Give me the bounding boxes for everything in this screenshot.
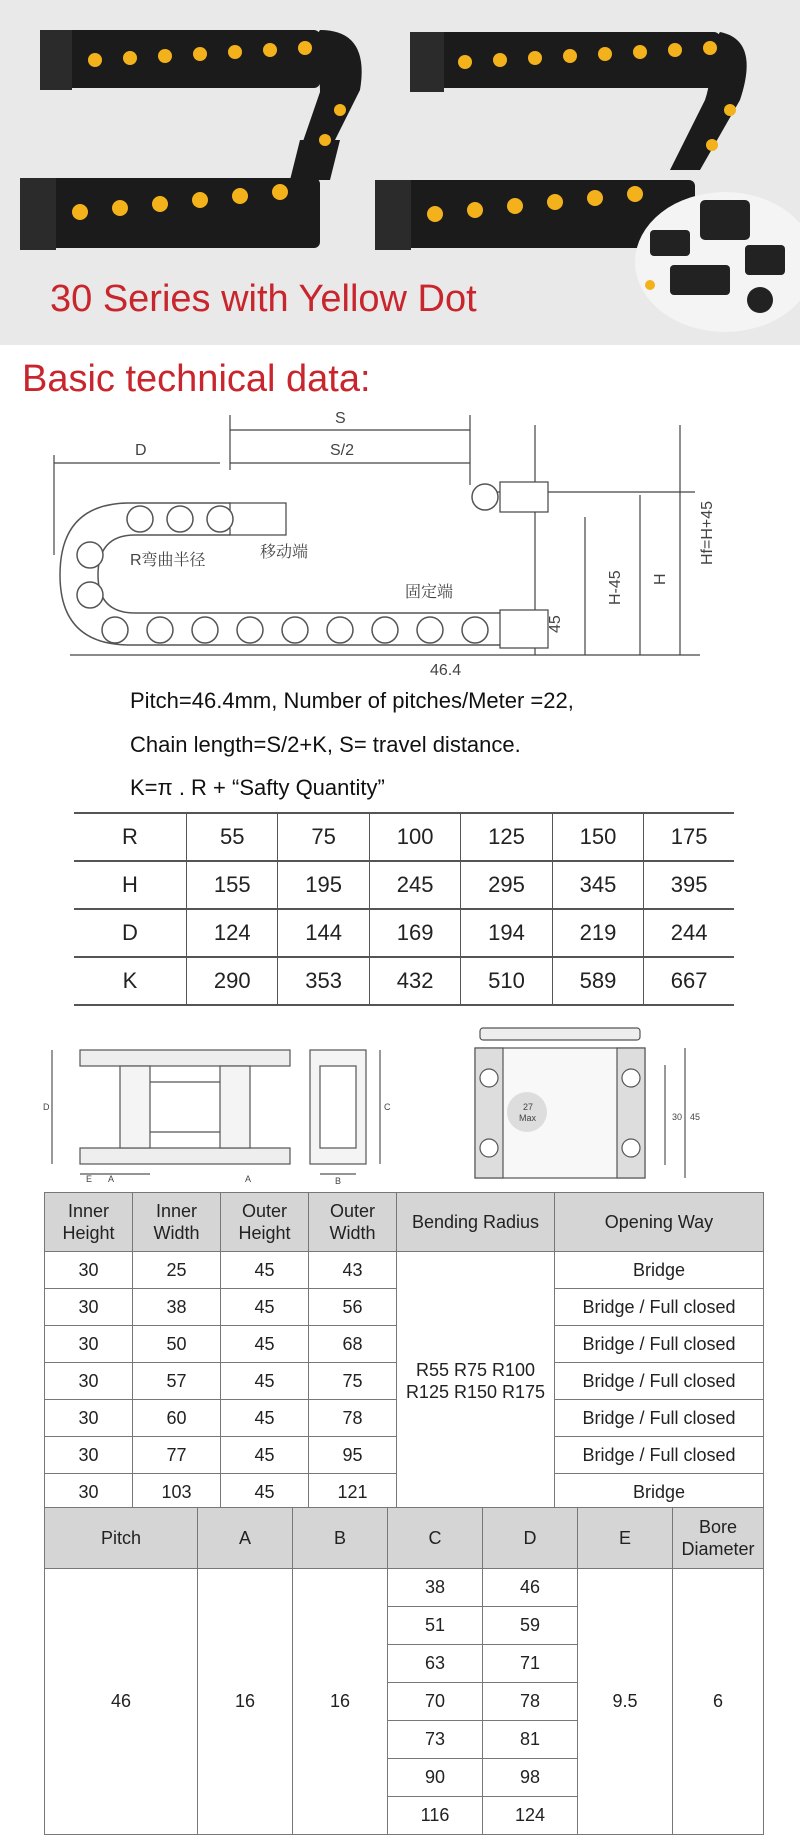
cell: 194 (461, 909, 552, 957)
row-label: H (74, 861, 187, 909)
label-fixed-end: 固定端 (405, 584, 454, 601)
cell: 45 (221, 1474, 309, 1511)
cell: 45 (221, 1252, 309, 1289)
cell: Bridge / Full closed (555, 1326, 764, 1363)
label-b: B (335, 1176, 342, 1185)
cell: 60 (133, 1400, 221, 1437)
cell: 353 (278, 957, 369, 1005)
header-inner-height: Inner Height (45, 1193, 133, 1252)
label-max: Max (519, 1113, 537, 1123)
b-cell: 16 (293, 1569, 388, 1835)
row-label: R (74, 813, 187, 861)
label-30: 30 (672, 1112, 683, 1122)
d-cell: 46 (483, 1569, 578, 1607)
note-chain-length: Chain length=S/2+K, S= travel distance. (130, 732, 521, 757)
label-hf: Hf=H+45 (699, 500, 716, 565)
label-max-num: 27 (523, 1102, 534, 1112)
cell: 68 (309, 1326, 397, 1363)
cell: 169 (369, 909, 460, 957)
header-inner-width: Inner Width (133, 1193, 221, 1252)
d-cell: 59 (483, 1607, 578, 1645)
cell: 195 (278, 861, 369, 909)
label-c: C (384, 1102, 391, 1112)
table-header-row (45, 1508, 764, 1569)
cell: 290 (187, 957, 278, 1005)
cell: 432 (369, 957, 460, 1005)
header-a: A (198, 1508, 293, 1569)
cell: 667 (644, 957, 734, 1005)
d-cell: 71 (483, 1645, 578, 1683)
cell: 56 (309, 1289, 397, 1326)
label-h: H (652, 573, 669, 585)
cell: 38 (133, 1289, 221, 1326)
note-pitch: Pitch=46.4mm, Number of pitches/Meter =22, (130, 688, 574, 713)
header-e: E (578, 1508, 673, 1569)
cell: Bridge / Full closed (555, 1400, 764, 1437)
c-cell: 90 (388, 1759, 483, 1797)
cell: 50 (133, 1326, 221, 1363)
label-a2: A (245, 1174, 252, 1184)
table-row (45, 1252, 764, 1289)
section-title: Basic technical data: (22, 358, 371, 400)
label-h45: H-45 (607, 570, 624, 605)
header-opening-way: Opening Way (555, 1193, 764, 1252)
cell: Bridge / Full closed (555, 1437, 764, 1474)
cell: 45 (221, 1363, 309, 1400)
label-radius: R弯曲半径 (130, 552, 206, 569)
cell: 30 (45, 1252, 133, 1289)
header-b: B (293, 1508, 388, 1569)
table-row (45, 1569, 764, 1607)
cell: 77 (133, 1437, 221, 1474)
row-label: K (74, 957, 187, 1005)
header-pitch: Pitch (45, 1508, 198, 1569)
d-cell: 98 (483, 1759, 578, 1797)
cell: Bridge / Full closed (555, 1289, 764, 1326)
label-pitch: 46.4 (430, 662, 462, 679)
cell: 45 (221, 1326, 309, 1363)
bore-cell: 6 (673, 1569, 764, 1835)
size-table (44, 1192, 764, 1511)
cell: 103 (133, 1474, 221, 1511)
cell: 55 (187, 813, 278, 861)
bending-radius-cell: R55 R75 R100 R125 R150 R175 (397, 1252, 555, 1511)
cell: 245 (369, 861, 460, 909)
header-c: C (388, 1508, 483, 1569)
spec-table (74, 812, 734, 1006)
cell: 121 (309, 1474, 397, 1511)
c-cell: 116 (388, 1797, 483, 1835)
cell: 510 (461, 957, 552, 1005)
c-cell: 70 (388, 1683, 483, 1721)
table-row (74, 909, 734, 957)
cell: 30 (45, 1363, 133, 1400)
cell: 43 (309, 1252, 397, 1289)
cell: 45 (221, 1400, 309, 1437)
label-s: S (335, 410, 346, 427)
header-d: D (483, 1508, 578, 1569)
cell: 25 (133, 1252, 221, 1289)
bracket-table (44, 1507, 764, 1835)
label-45: 45 (690, 1112, 701, 1122)
cell: 219 (552, 909, 643, 957)
d-cell: 81 (483, 1721, 578, 1759)
cell: Bridge / Full closed (555, 1363, 764, 1400)
cell: 45 (221, 1437, 309, 1474)
header-bending-radius: Bending Radius (397, 1193, 555, 1252)
cell: 395 (644, 861, 734, 909)
cell: 345 (552, 861, 643, 909)
hero-image (0, 0, 800, 345)
cell: 125 (461, 813, 552, 861)
c-cell: 38 (388, 1569, 483, 1607)
label-45: 45 (547, 615, 564, 633)
header-outer-width: Outer Width (309, 1193, 397, 1252)
cell: 175 (644, 813, 734, 861)
hero-caption: 30 Series with Yellow Dot (50, 278, 477, 320)
chain-dimension-diagram (40, 405, 740, 685)
d-cell: 124 (483, 1797, 578, 1835)
cell: 30 (45, 1326, 133, 1363)
table-row (74, 813, 734, 861)
cell: 124 (187, 909, 278, 957)
cell: 30 (45, 1400, 133, 1437)
cell: 75 (309, 1363, 397, 1400)
cell: 95 (309, 1437, 397, 1474)
note-k-formula: K=π . R + “Safty Quantity” (130, 775, 385, 800)
cell: 30 (45, 1474, 133, 1511)
cell: 295 (461, 861, 552, 909)
label-d: D (135, 442, 147, 459)
e-cell: 9.5 (578, 1569, 673, 1835)
a-cell: 16 (198, 1569, 293, 1835)
label-d: D (43, 1102, 50, 1112)
cell: 75 (278, 813, 369, 861)
cell: Bridge (555, 1252, 764, 1289)
header-bore-diameter: Bore Diameter (673, 1508, 764, 1569)
row-label: D (74, 909, 187, 957)
table-row (74, 957, 734, 1005)
cell: 78 (309, 1400, 397, 1437)
cell: 150 (552, 813, 643, 861)
cell: 100 (369, 813, 460, 861)
cell: 244 (644, 909, 734, 957)
d-cell: 78 (483, 1683, 578, 1721)
link-dimension-diagram (40, 1020, 770, 1185)
cell: 155 (187, 861, 278, 909)
label-a: A (108, 1174, 115, 1184)
cell: 589 (552, 957, 643, 1005)
c-cell: 63 (388, 1645, 483, 1683)
header-outer-height: Outer Height (221, 1193, 309, 1252)
pitch-cell: 46 (45, 1569, 198, 1835)
cell: 45 (221, 1289, 309, 1326)
label-s2: S/2 (330, 442, 355, 459)
cell: Bridge (555, 1474, 764, 1511)
label-move-end: 移动端 (260, 544, 309, 561)
label-e: E (86, 1174, 93, 1184)
cell: 144 (278, 909, 369, 957)
table-header-row (45, 1193, 764, 1252)
c-cell: 73 (388, 1721, 483, 1759)
table-row (74, 861, 734, 909)
cell: 30 (45, 1437, 133, 1474)
cell: 30 (45, 1289, 133, 1326)
c-cell: 51 (388, 1607, 483, 1645)
cell: 57 (133, 1363, 221, 1400)
